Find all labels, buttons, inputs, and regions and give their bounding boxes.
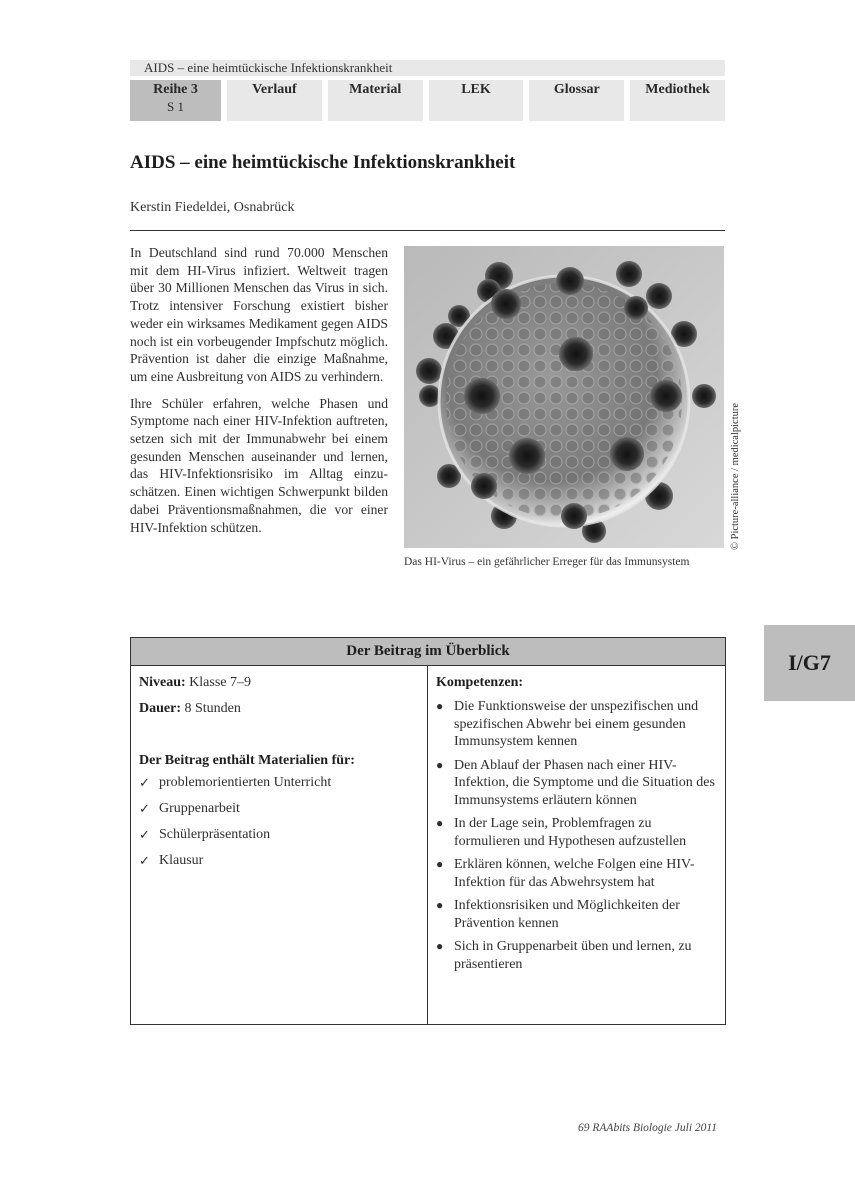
niveau-value: Klasse 7–9 — [189, 675, 251, 690]
competencies-heading: Kompetenzen: — [436, 675, 524, 690]
dauer-row — [139, 700, 419, 718]
check-icon: ✓ — [139, 827, 150, 842]
page-footer: 69 RAAbits Biologie Juli 2011 — [578, 1122, 718, 1134]
tab-lek[interactable]: LEK — [429, 80, 524, 121]
bullet-icon: ● — [436, 816, 444, 830]
tab-verlauf[interactable]: Verlauf — [227, 80, 322, 121]
page-title: AIDS – eine heimtückische Infektionskrankheit — [130, 152, 516, 173]
tab-reihe-sub: S 1 — [167, 99, 184, 114]
list-item — [139, 774, 419, 792]
overview-heading: Der Beitrag im Überblick — [131, 638, 725, 666]
competency-text: Infektionsrisiken und Möglichkeiten der Prävention kennen — [454, 898, 680, 931]
materials-heading: Der Beitrag enthält Materialien für: — [139, 753, 355, 768]
hiv-virus-illustration — [404, 246, 724, 548]
list-item — [436, 856, 717, 891]
list-item — [139, 826, 419, 844]
competency-text: Sich in Gruppenarbeit üben und lernen, zu präsentieren — [454, 939, 692, 972]
material-label: Klausur — [159, 853, 204, 868]
tab-mediothek[interactable]: Mediothek — [630, 80, 725, 121]
check-icon: ✓ — [139, 801, 150, 816]
materials-list — [139, 774, 419, 870]
list-item — [436, 938, 717, 973]
list-item — [139, 852, 419, 870]
bullet-icon: ● — [436, 898, 444, 912]
dauer-value: 8 Stunden — [184, 701, 241, 716]
material-label: Schülerpräsentation — [159, 827, 271, 842]
list-item — [139, 800, 419, 818]
list-item — [436, 757, 717, 810]
intro-paragraph: In Deutschland sind rund 70.000 Menschen mit dem HI-Virus infiziert. Weltweit tragen über 30 Millionen Menschen das Virus in sich. Trotz intensiver Forschung existiert bisher weder ein wirksames Medikament gegen AIDS noch ist ein vorbeugender Impfschutz möglich. Prävention ist daher die einzige Maßnahme, um eine Ausbreitung von AIDS zu verhindern. — [130, 245, 388, 384]
tab-reihe[interactable] — [130, 80, 221, 121]
bullet-icon: ● — [436, 757, 444, 772]
tab-reihe-label: Reihe 3 — [153, 82, 198, 97]
tab-material[interactable]: Material — [328, 80, 423, 121]
bullet-icon: ● — [436, 857, 444, 871]
overview-left-column — [131, 666, 428, 1025]
check-icon: ✓ — [139, 853, 150, 868]
list-item — [436, 897, 717, 932]
material-label: Gruppenarbeit — [159, 801, 240, 816]
niveau-label: Niveau: — [139, 675, 186, 690]
bullet-icon: ● — [436, 939, 444, 953]
overview-right-column — [428, 666, 725, 1025]
dauer-label: Dauer: — [139, 701, 181, 716]
intro-text — [130, 244, 388, 545]
series-title-band: AIDS – eine heimtückische Infektionskrankheit — [130, 60, 725, 76]
competency-text: Erklären können, welche Folgen eine HIV-Infektion für das Abwehrsystem hat — [454, 857, 695, 890]
virus-image — [404, 246, 724, 548]
tab-glossar[interactable]: Glossar — [529, 80, 624, 121]
figure-caption: Das HI-Virus – ein gefährlicher Erreger für das Immunsystem — [404, 556, 690, 568]
competency-text: In der Lage sein, Problemfragen zu formulieren und Hypothesen aufzustellen — [454, 816, 687, 849]
intro-paragraph: Ihre Schüler erfahren, welche Phasen und Symptome nach einer HIV-Infektion auftreten, setzen sich mit der Immunabwehr bei einem gesunden Menschen auseinander und lernen, das HIV-Infektionsrisiko im Alltag einzuschätzen. Einen wichtigen Schwerpunkt bilden dabei Präventionsmaßnahmen, die vor einer HIV-Infektion schützen. — [130, 395, 388, 535]
nav-tabs — [130, 80, 725, 121]
overview-box — [130, 637, 726, 1025]
section-tag: I/G7 — [764, 625, 855, 701]
list-item — [436, 698, 717, 751]
bullet-icon: ● — [436, 699, 444, 713]
niveau-row — [139, 674, 419, 692]
divider — [130, 230, 725, 231]
list-item — [436, 815, 717, 850]
photo-credit: © Picture-alliance / medicalpicture — [730, 402, 741, 550]
competencies-list — [436, 698, 717, 973]
competency-text: Den Ablauf der Phasen nach einer HIV-Infektion, die Symptome und die Situation des Immunsystems erläutern können — [454, 757, 715, 808]
check-icon: ✓ — [139, 775, 150, 790]
competency-text: Die Funktionsweise der unspezifischen und spezifischen Abwehr bei einem gesunden Immunsystem kennen — [454, 699, 699, 749]
author-line: Kerstin Fiedeldei, Osnabrück — [130, 200, 295, 215]
material-label: problemorientierten Unterricht — [159, 775, 332, 790]
